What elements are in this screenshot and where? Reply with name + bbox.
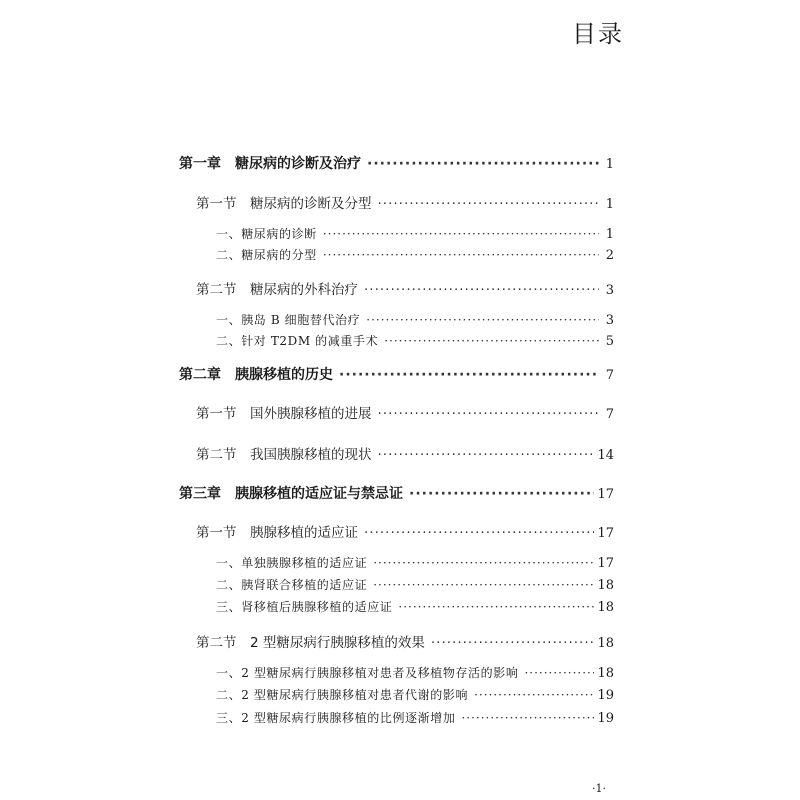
toc-page-number: 2 (605, 248, 614, 263)
toc-label: 二、胰肾联合移植的适应证 (216, 578, 368, 592)
toc-item-1-1-2[interactable] (216, 246, 614, 263)
toc-page-number: 17 (597, 487, 614, 502)
toc-page-number: 1 (605, 227, 614, 242)
toc-label: 第二节 我国胰腺移植的现状 (196, 447, 372, 463)
toc-page-number: 7 (605, 368, 614, 383)
toc-page-number: 19 (597, 688, 614, 703)
toc-page-number: 3 (605, 313, 614, 328)
toc-label: 二、针对 T2DM 的减重手术 (216, 334, 379, 348)
dot-leader (364, 525, 594, 541)
dot-leader (367, 156, 599, 172)
dot-leader (378, 406, 600, 422)
dot-leader (323, 227, 599, 241)
toc-page-number: 19 (597, 711, 614, 726)
dot-leader (339, 367, 599, 383)
toc-label: 一、胰岛 B 细胞替代治疗 (216, 313, 361, 327)
toc-chapter-1[interactable] (179, 153, 614, 173)
toc-label: 第一节 糖尿病的诊断及分型 (196, 196, 372, 212)
toc-item-3-2-1[interactable] (216, 664, 614, 681)
toc-label: 第二章 胰腺移植的历史 (179, 367, 333, 383)
toc-chapter-3[interactable] (179, 483, 614, 503)
toc-label: 第二节 糖尿病的外科治疗 (196, 282, 358, 298)
toc-section-1-1[interactable] (196, 192, 614, 212)
toc-page-number: 18 (597, 666, 614, 681)
toc-chapter-2[interactable] (179, 364, 614, 384)
toc-page-number: 17 (597, 526, 614, 541)
toc-page-number: 1 (605, 197, 614, 212)
toc-item-3-2-2[interactable] (216, 686, 614, 703)
toc-page-number: 18 (597, 600, 614, 615)
toc-page-number: 17 (597, 556, 614, 571)
footer-page-number: ·1· (592, 782, 606, 795)
dot-leader (378, 196, 600, 212)
toc-label: 第一节 胰腺移植的适应证 (196, 525, 358, 541)
toc-item-3-1-2[interactable] (216, 576, 614, 593)
toc-item-1-2-2[interactable] (216, 332, 614, 349)
toc-item-1-2-1[interactable] (216, 311, 614, 328)
dot-leader (461, 711, 594, 725)
toc-page-number: 14 (597, 448, 614, 463)
toc-section-3-2[interactable] (196, 631, 614, 651)
dot-leader (384, 334, 599, 348)
toc-label: 第一章 糖尿病的诊断及治疗 (179, 156, 361, 172)
toc-label: 第一节 国外胰腺移植的进展 (196, 406, 372, 422)
dot-leader (398, 600, 594, 614)
toc-section-2-1[interactable] (196, 402, 614, 422)
dot-leader (373, 556, 594, 570)
toc-page-number: 1 (605, 157, 614, 172)
dot-leader (323, 248, 599, 262)
toc-section-1-2[interactable] (196, 278, 614, 298)
toc-page-number: 18 (597, 636, 614, 651)
toc-page-number: 5 (605, 334, 614, 349)
toc-title: 目录 (572, 20, 624, 48)
toc-label: 三、2 型糖尿病行胰腺移植的比例逐渐增加 (216, 711, 456, 725)
dot-leader (431, 635, 595, 651)
dot-leader (373, 578, 594, 592)
dot-leader (409, 486, 594, 502)
toc-section-3-1[interactable] (196, 521, 614, 541)
toc-label: 第二节 2 型糖尿病行胰腺移植的效果 (196, 635, 425, 651)
dot-leader (474, 688, 594, 702)
toc-label: 一、单独胰腺移植的适应证 (216, 556, 368, 570)
toc-label: 第三章 胰腺移植的适应证与禁忌证 (179, 486, 403, 502)
toc-label: 三、肾移植后胰腺移植的适应证 (216, 600, 393, 614)
dot-leader (366, 313, 599, 327)
toc-label: 二、2 型糖尿病行胰腺移植对患者代谢的影响 (216, 688, 469, 702)
dot-leader (524, 666, 594, 680)
toc-item-3-2-3[interactable] (216, 709, 614, 726)
toc-page-number: 7 (605, 407, 614, 422)
toc-page-number: 18 (597, 578, 614, 593)
toc-page-number: 3 (605, 283, 614, 298)
toc-item-3-1-3[interactable] (216, 598, 614, 615)
toc-label: 二、糖尿病的分型 (216, 248, 317, 262)
toc-item-1-1-1[interactable] (216, 225, 614, 242)
dot-leader (378, 447, 595, 463)
toc-label: 一、糖尿病的诊断 (216, 227, 317, 241)
toc-section-2-2[interactable] (196, 443, 614, 463)
toc-item-3-1-1[interactable] (216, 554, 614, 571)
dot-leader (364, 282, 599, 298)
toc-label: 一、2 型糖尿病行胰腺移植对患者及移植物存活的影响 (216, 666, 519, 680)
